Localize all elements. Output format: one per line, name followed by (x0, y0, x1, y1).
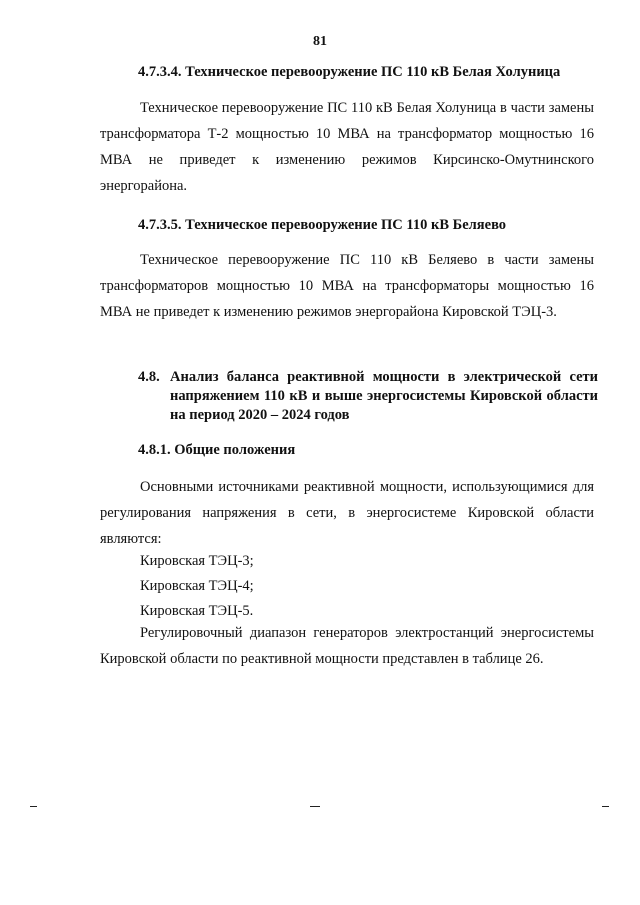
list-item: Кировская ТЭЦ-4; (140, 578, 254, 594)
paragraph-4-7-3-4: Техническое перевооружение ПС 110 кВ Белая Холуница в части замены трансформатора Т-2 мощностью 10 МВА на трансформатор мощностью 16 МВА не приведет к изменению режимов Кирсинско-Омутнинского энергорайона. (100, 100, 594, 194)
paragraph-4-7-3-5: Техническое перевооружение ПС 110 кВ Беляево в части замены трансформаторов мощностью 10 МВА на трансформаторы мощностью 16 МВА не приведет к изменению режимов энергорайона Кировской ТЭЦ-3. (100, 252, 594, 320)
scan-mark (30, 806, 37, 807)
heading-4-8-number: 4.8. (138, 369, 160, 385)
scan-mark (310, 806, 320, 807)
heading-4-8-1: 4.8.1. Общие положения (138, 442, 296, 458)
heading-4-7-3-4: 4.7.3.4. Техническое перевооружение ПС 110 кВ Белая Холуница (138, 64, 561, 80)
heading-4-8 (138, 368, 598, 425)
list-item: Кировская ТЭЦ-5. (140, 603, 254, 619)
heading-4-7-3-5: 4.7.3.5. Техническое перевооружение ПС 110 кВ Беляево (138, 217, 507, 233)
scan-mark (602, 806, 609, 807)
paragraph-4-8-1: Основными источниками реактивной мощности, использующимися для регулирования напряжения в сети, в энергосистеме Кировской области являются: (100, 479, 594, 547)
heading-4-8-text: Анализ баланса реактивной мощности в электрической сети напряжением 110 кВ и выше энергосистемы Кировской области на период 2020 – 2024 годов (170, 369, 598, 423)
page-number: 81 (313, 34, 327, 49)
paragraph-closing: Регулировочный диапазон генераторов электростанций энергосистемы Кировской области по реактивной мощности представлен в таблице 26. (100, 625, 594, 667)
list-item: Кировская ТЭЦ-3; (140, 553, 254, 569)
